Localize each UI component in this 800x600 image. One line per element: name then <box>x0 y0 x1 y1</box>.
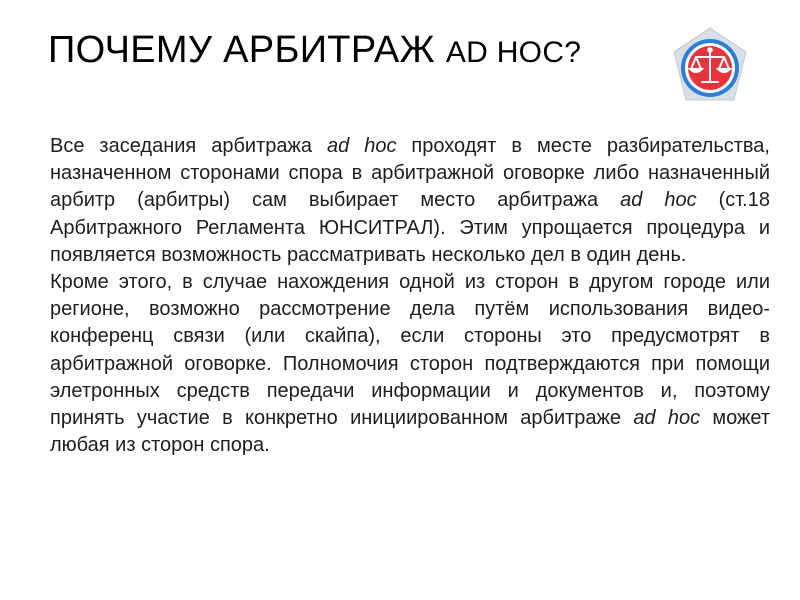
slide-title <box>48 20 648 80</box>
paragraph-1-text: (ст.18 Арбитражного Регламента ЮНСИТРАЛ). Этим упрощается процедура и появляется возможность рассматривать несколько дел в один день. <box>50 189 770 266</box>
body-text <box>50 133 770 459</box>
paragraph-2-text: Кроме этого, в случае нахождения одной из сторон в другом городе или регионе, возможно рассмотрение дела путём использования видео-конференц связи (или скайпа), если стороны это предусмотрят в арбитражной оговорке. Полномочия сторон подтверждаются при помощи элетронных средств передачи информации и документов и, поэтому принять участие в конкретно инициированном арбитраже <box>50 271 770 430</box>
paragraph-2 <box>50 269 770 459</box>
title-main-text: ПОЧЕМУ АРБИТРАЖ <box>48 29 446 71</box>
paragraph-1-text: проходят в месте разбирательства, назначенном сторонами спора в арбитражной оговорке либо назначенный арбитр (арбитры) сам выбирает место арбитража <box>50 135 770 212</box>
paragraph-1-ad-hoc-italic: ad hoc <box>326 135 397 157</box>
paragraph-1 <box>50 133 770 269</box>
paragraph-2-ad-hoc-italic: ad hoc <box>633 407 701 430</box>
title-tail-text: AD HOC? <box>445 36 582 69</box>
paragraph-2-text: может любая из сторон спора. <box>50 407 770 457</box>
paragraph-1-text: Все заседания арбитража <box>50 135 327 157</box>
paragraph-1-ad-hoc-italic: ad hoc <box>620 189 697 212</box>
scales-of-justice-icon <box>672 26 748 104</box>
